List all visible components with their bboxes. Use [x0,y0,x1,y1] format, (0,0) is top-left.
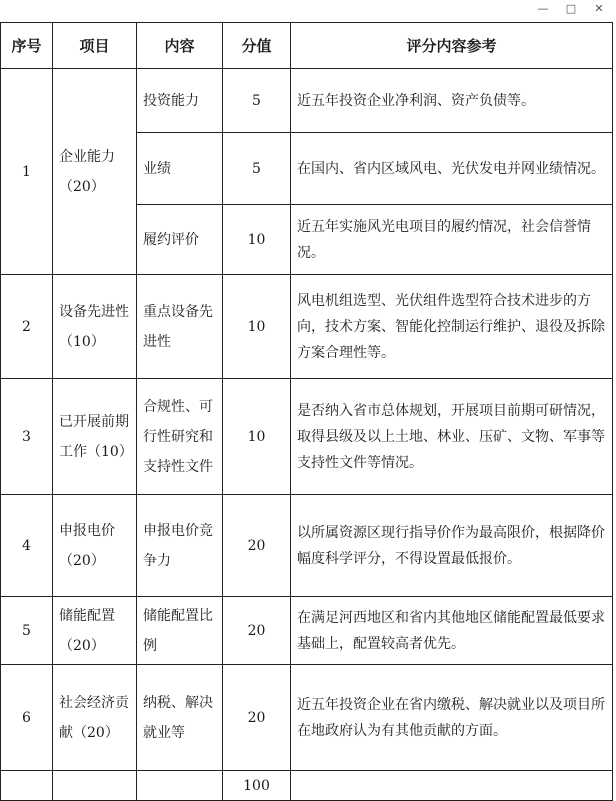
cell-ref: 近五年投资企业在省内缴税、解决就业以及项目所在地政府认为有其他贡献的方面。 [291,665,613,771]
total-empty-cell [137,771,223,801]
cell-ref: 在国内、省内区域风电、光伏发电并网业绩情况。 [291,133,613,205]
total-score: 100 [223,771,291,801]
table-row [1,275,613,379]
header-no: 序号 [1,23,53,69]
total-empty-cell [53,771,137,801]
header-content: 内容 [137,23,223,69]
cell-content: 业绩 [137,133,223,205]
total-row [1,771,613,801]
header-item: 项目 [53,23,137,69]
cell-no: 2 [1,275,53,379]
header-ref: 评分内容参考 [291,23,613,69]
cell-no: 6 [1,665,53,771]
minimize-icon[interactable]: — [537,2,549,15]
cell-item: 申报电价（20） [53,495,137,597]
table-row [1,69,613,133]
cell-score: 5 [223,133,291,205]
cell-item: 设备先进性（10） [53,275,137,379]
cell-item: 社会经济贡献（20） [53,665,137,771]
cell-score: 20 [223,665,291,771]
cell-ref: 风电机组选型、光伏组件选型符合技术进步的方向，技术方案、智能化控制运行维护、退役及拆除方案合理性等。 [291,275,613,379]
total-empty-cell [291,771,613,801]
cell-score: 10 [223,379,291,495]
cell-item: 储能配置（20） [53,597,137,665]
table-row [1,597,613,665]
cell-content: 履约评价 [137,205,223,275]
cell-content: 合规性、可行性研究和支持性文件 [137,379,223,495]
cell-score: 10 [223,205,291,275]
cell-content: 申报电价竞争力 [137,495,223,597]
total-empty-cell [1,771,53,801]
cell-ref: 在满足河西地区和省内其他地区储能配置最低要求基础上，配置较高者优先。 [291,597,613,665]
table-row [1,665,613,771]
window-controls [536,2,606,15]
cell-score: 20 [223,597,291,665]
cell-ref: 以所属资源区现行指导价作为最高限价，根据降价幅度科学评分，不得设置最低报价。 [291,495,613,597]
close-icon[interactable]: ✕ [594,2,604,15]
cell-score: 5 [223,69,291,133]
cell-no: 1 [1,69,53,275]
cell-score: 20 [223,495,291,597]
cell-item: 企业能力（20） [53,69,137,275]
cell-ref: 是否纳入省市总体规划，开展项目前期可研情况，取得县级及以上土地、林业、压矿、文物、军事等支持性文件等情况。 [291,379,613,495]
cell-no: 4 [1,495,53,597]
header-score: 分值 [223,23,291,69]
maximize-icon[interactable]: □ [565,2,577,15]
scoring-table [0,22,613,801]
cell-item: 已开展前期工作（10） [53,379,137,495]
cell-no: 5 [1,597,53,665]
cell-score: 10 [223,275,291,379]
cell-content: 储能配置比例 [137,597,223,665]
cell-no: 3 [1,379,53,495]
cell-ref: 近五年投资企业净利润、资产负债等。 [291,69,613,133]
cell-content: 投资能力 [137,69,223,133]
header-row [1,23,613,69]
cell-content: 纳税、解决就业等 [137,665,223,771]
table-row [1,495,613,597]
cell-content: 重点设备先进性 [137,275,223,379]
title-bar [0,0,616,22]
cell-ref: 近五年实施风光电项目的履约情况，社会信誉情况。 [291,205,613,275]
table-row [1,379,613,495]
